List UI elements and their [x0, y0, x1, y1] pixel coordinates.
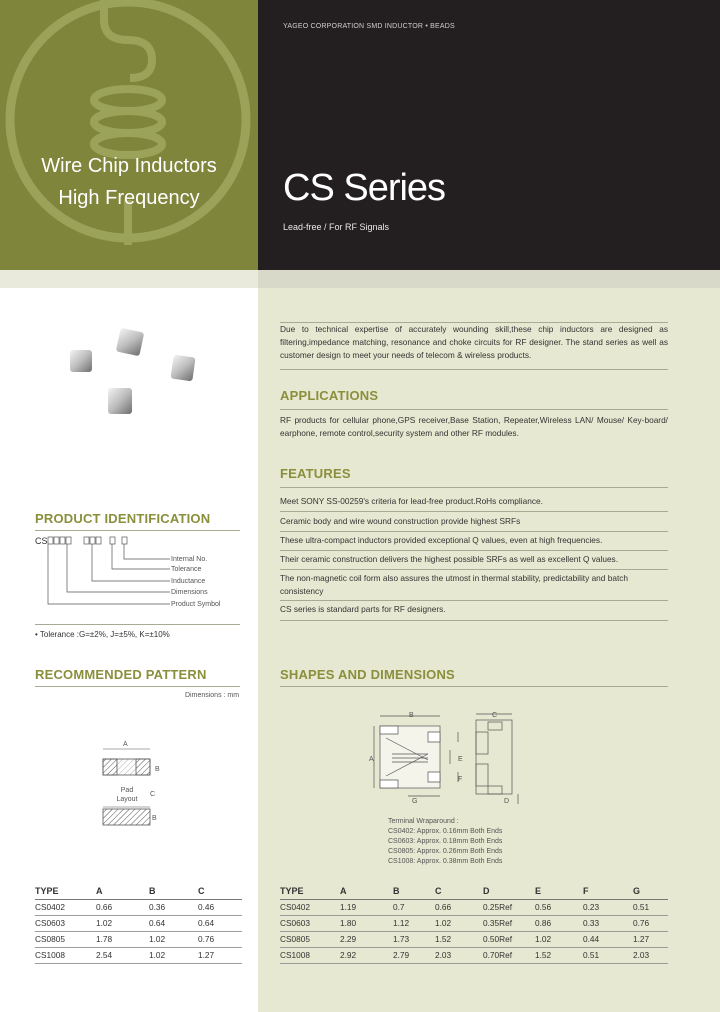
table-cell: 1.12 — [393, 916, 435, 932]
product-id-label: Tolerance — [171, 566, 202, 573]
table-cell: 1.19 — [340, 900, 393, 916]
table-cell: 0.7 — [393, 900, 435, 916]
pattern-label-a: A — [123, 741, 128, 748]
shape-label-d: D — [504, 798, 510, 805]
table-cell: 0.66 — [435, 900, 483, 916]
table-row — [35, 948, 242, 964]
table-cell: 1.52 — [535, 948, 583, 964]
table-cell: 1.02 — [435, 916, 483, 932]
product-code-diagram — [45, 536, 175, 614]
product-id-label: Internal No. — [171, 556, 208, 563]
chip-photo-image — [60, 320, 210, 430]
table-cell: 0.50Ref — [483, 932, 535, 948]
dimensions-table — [280, 884, 668, 964]
table-cell: 1.52 — [435, 932, 483, 948]
table-row — [35, 932, 242, 948]
table-cell: 1.78 — [96, 932, 149, 948]
table-cell: 1.80 — [340, 916, 393, 932]
pad-layout-caption: Pad Layout — [116, 787, 138, 803]
table-row — [280, 916, 668, 932]
applications-rule — [280, 409, 668, 410]
terminal-title: Terminal Wraparound : — [388, 818, 459, 825]
table-cell: 1.27 — [198, 948, 242, 964]
terminal-line: CS0805: Approx. 0.26mm Both Ends — [388, 848, 503, 855]
table-cell: CS0603 — [280, 916, 340, 932]
shapes-rule — [280, 686, 668, 687]
shape-label-e: E — [458, 756, 463, 763]
table-cell: CS1008 — [35, 948, 96, 964]
table-header: TYPE — [280, 884, 340, 900]
pattern-label-b2: B — [152, 815, 157, 822]
features-heading: FEATURES — [280, 466, 351, 481]
shape-label-f: F — [458, 776, 463, 783]
shape-label-b: B — [409, 712, 414, 719]
coil-logo-icon — [0, 0, 258, 270]
pad-layout-diagram — [90, 735, 180, 835]
table-cell: CS0402 — [35, 900, 96, 916]
feature-rule — [280, 550, 668, 551]
table-header: B — [149, 884, 198, 900]
feature-item: CS series is standard parts for RF designers. — [280, 604, 446, 614]
table-cell: 1.02 — [149, 932, 198, 948]
company-tagline: YAGEO CORPORATION SMD INDUCTOR • BEADS — [283, 23, 455, 30]
table-row — [280, 932, 668, 948]
product-id-bottom-rule — [35, 624, 240, 625]
dimensions-unit: Dimensions : mm — [185, 692, 240, 699]
table-cell: 2.92 — [340, 948, 393, 964]
hero-left-panel — [0, 0, 258, 270]
product-id-label: Inductance — [171, 578, 206, 585]
table-cell: 0.35Ref — [483, 916, 535, 932]
table-cell: 0.33 — [583, 916, 633, 932]
table-cell: 0.70Ref — [483, 948, 535, 964]
table-cell: 2.54 — [96, 948, 149, 964]
terminal-line: CS0603: Approx. 0.18mm Both Ends — [388, 838, 503, 845]
table-cell: 2.03 — [435, 948, 483, 964]
table-cell: 1.02 — [149, 948, 198, 964]
terminal-line: CS1008: Approx. 0.38mm Both Ends — [388, 858, 503, 865]
table-cell: CS0805 — [280, 932, 340, 948]
pattern-rule — [35, 686, 240, 687]
applications-text: RF products for cellular phone,GPS receiver,Base Station, Repeater,Wireless LAN/ Mouse/ Key-board/ earphone, remote control,security system and other RF modules. — [280, 415, 668, 438]
table-cell: 0.76 — [633, 916, 668, 932]
tolerance-note: • Tolerance :G=±2%, J=±5%, K=±10% — [35, 630, 170, 639]
table-cell: CS1008 — [280, 948, 340, 964]
pattern-label-b: B — [155, 766, 160, 773]
intro-text: Due to technical expertise of accurately wounding skill,these chip inductors are designed as filtering,impedance matching, resonance and choke circuits for RF designer. The stand series as well as customer design to meet your needs of telecom & wireless products. — [280, 324, 668, 360]
pattern-table — [35, 884, 242, 964]
table-cell: 0.64 — [149, 916, 198, 932]
feature-rule — [280, 600, 668, 601]
shapes-heading: SHAPES AND DIMENSIONS — [280, 667, 455, 682]
table-cell: 1.27 — [633, 932, 668, 948]
table-cell: 2.03 — [633, 948, 668, 964]
shape-label-c: C — [492, 712, 498, 719]
divider-band-left — [0, 270, 258, 288]
table-cell: 0.76 — [198, 932, 242, 948]
feature-item: These ultra-compact inductors provided exceptional Q values, even at high frequencies. — [280, 535, 603, 545]
table-cell: 1.73 — [393, 932, 435, 948]
hero-title — [0, 150, 258, 214]
product-id-label: Product Symbol — [171, 601, 221, 608]
product-id-label: Dimensions — [171, 589, 208, 596]
table-cell: 0.51 — [633, 900, 668, 916]
shape-diagram — [368, 708, 528, 828]
table-cell: CS0402 — [280, 900, 340, 916]
applications-heading: APPLICATIONS — [280, 388, 379, 403]
hero-title-line2: High Frequency — [58, 187, 200, 209]
table-row — [35, 916, 242, 932]
table-cell: 2.29 — [340, 932, 393, 948]
pattern-label-c: C — [150, 791, 156, 798]
feature-rule — [280, 511, 668, 512]
pattern-heading: RECOMMENDED PATTERN — [35, 667, 207, 682]
table-header: F — [583, 884, 633, 900]
table-cell: 0.51 — [583, 948, 633, 964]
features-rule — [280, 487, 668, 488]
table-header: B — [393, 884, 435, 900]
table-cell: 0.44 — [583, 932, 633, 948]
shape-label-g: G — [412, 798, 418, 805]
table-cell: 2.79 — [393, 948, 435, 964]
series-title: CS Series — [283, 167, 446, 209]
table-row — [280, 948, 668, 964]
table-cell: CS0603 — [35, 916, 96, 932]
series-subtitle: Lead-free / For RF Signals — [283, 222, 390, 232]
intro-bottom-rule — [280, 369, 668, 370]
table-cell: 0.66 — [96, 900, 149, 916]
table-cell: 1.02 — [535, 932, 583, 948]
table-header: C — [198, 884, 242, 900]
feature-item: Ceramic body and wire wound construction provide highest SRFs — [280, 516, 521, 526]
hero-title-line1: Wire Chip Inductors — [41, 155, 217, 177]
table-cell: 0.46 — [198, 900, 242, 916]
feature-item: Their ceramic construction delivers the highest possible SRFs as well as excellent Q values. — [280, 554, 619, 564]
table-cell: CS0805 — [35, 932, 96, 948]
table-header: D — [483, 884, 535, 900]
product-id-rule — [35, 530, 240, 531]
shape-label-a: A — [369, 756, 374, 763]
table-header: G — [633, 884, 668, 900]
table-header: A — [96, 884, 149, 900]
table-header: A — [340, 884, 393, 900]
terminal-line: CS0402: Approx. 0.16mm Both Ends — [388, 828, 503, 835]
table-header: E — [535, 884, 583, 900]
feature-item: The non-magnetic coil form also assures the utmost in thermal stability, predictability and batch consistency — [280, 573, 629, 596]
table-cell: 0.86 — [535, 916, 583, 932]
table-header: C — [435, 884, 483, 900]
table-row — [280, 900, 668, 916]
table-cell: 0.36 — [149, 900, 198, 916]
feature-rule — [280, 531, 668, 532]
feature-rule — [280, 620, 668, 621]
feature-rule — [280, 569, 668, 570]
table-header: TYPE — [35, 884, 96, 900]
product-id-heading: PRODUCT IDENTIFICATION — [35, 511, 211, 526]
product-code-prefix: CS — [35, 536, 48, 546]
table-cell: 1.02 — [96, 916, 149, 932]
table-cell: 0.64 — [198, 916, 242, 932]
table-row — [35, 900, 242, 916]
feature-item: Meet SONY SS-00259's criteria for lead-free product.RoHs compliance. — [280, 496, 543, 506]
table-cell: 0.25Ref — [483, 900, 535, 916]
table-cell: 0.56 — [535, 900, 583, 916]
table-cell: 0.23 — [583, 900, 633, 916]
